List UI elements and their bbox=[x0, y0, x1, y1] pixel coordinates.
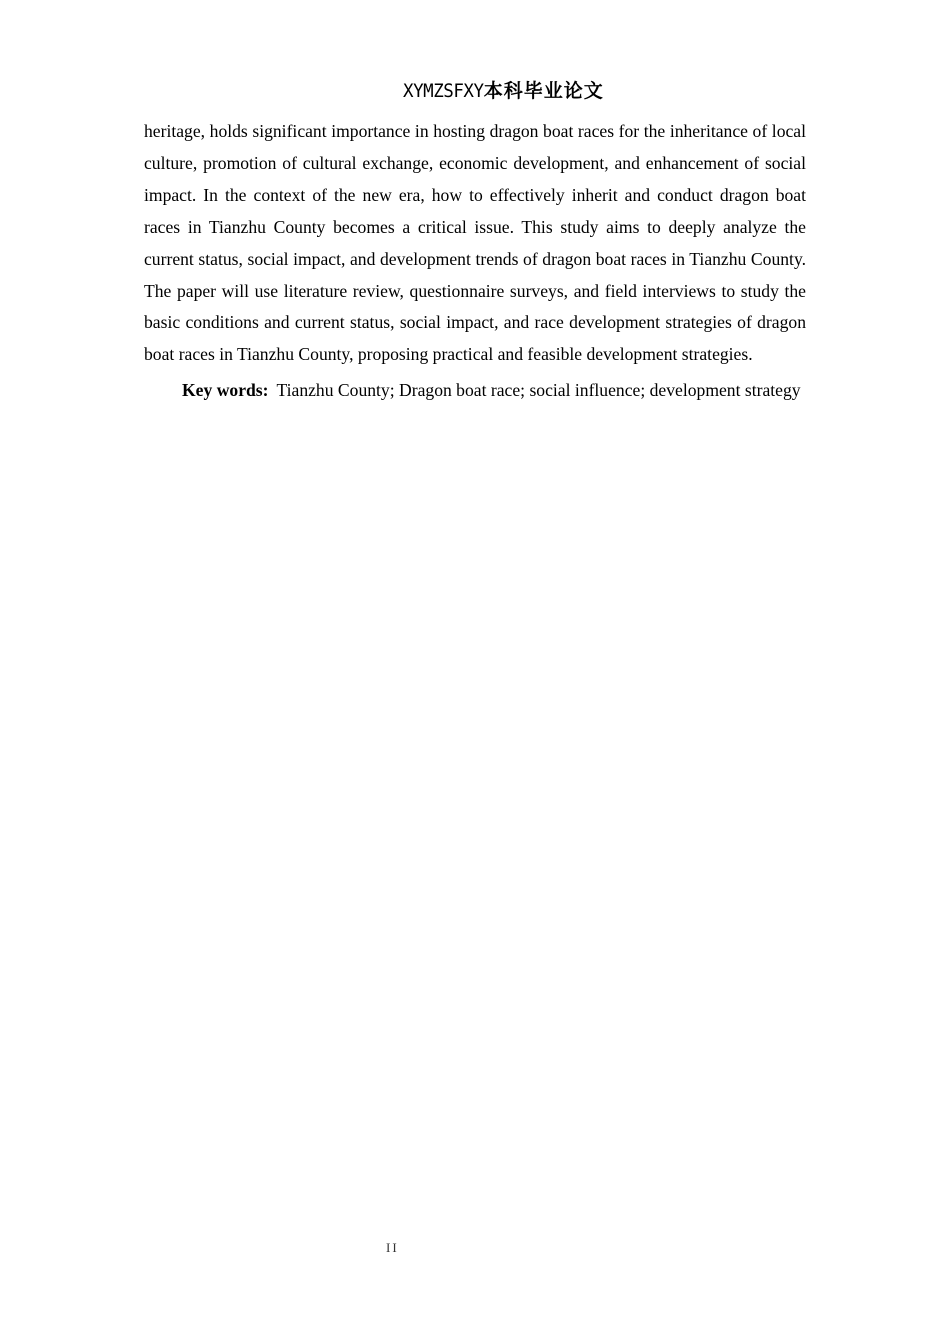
abstract-section bbox=[144, 116, 806, 407]
keywords-paragraph bbox=[144, 375, 806, 407]
page-header bbox=[0, 76, 950, 105]
page-number: II bbox=[386, 1240, 399, 1255]
keywords-text: Tianzhu County; Dragon boat race; social influence; development strategy bbox=[276, 380, 801, 401]
abstract-paragraph: heritage, holds significant importance in hosting dragon boat races for the inheritance of local culture, promotion of cultural exchange, economic development, and enhancement of social impact. In the context of the new era, how to effectively inherit and conduct dragon boat races in Tianzhu County becomes a critical issue. This study aims to deeply analyze the current status, social impact, and development trends of dragon boat races in Tianzhu County. The paper will use literature review, questionnaire surveys, and field interviews to study the basic conditions and current status, social impact, and race development strategies of dragon boat races in Tianzhu County, proposing practical and feasible development strategies. bbox=[144, 121, 806, 365]
header-code: XYMZSFXY bbox=[403, 80, 484, 102]
header-title: 本科毕业论文 bbox=[483, 80, 604, 102]
keywords-label: Key words: bbox=[182, 380, 269, 401]
